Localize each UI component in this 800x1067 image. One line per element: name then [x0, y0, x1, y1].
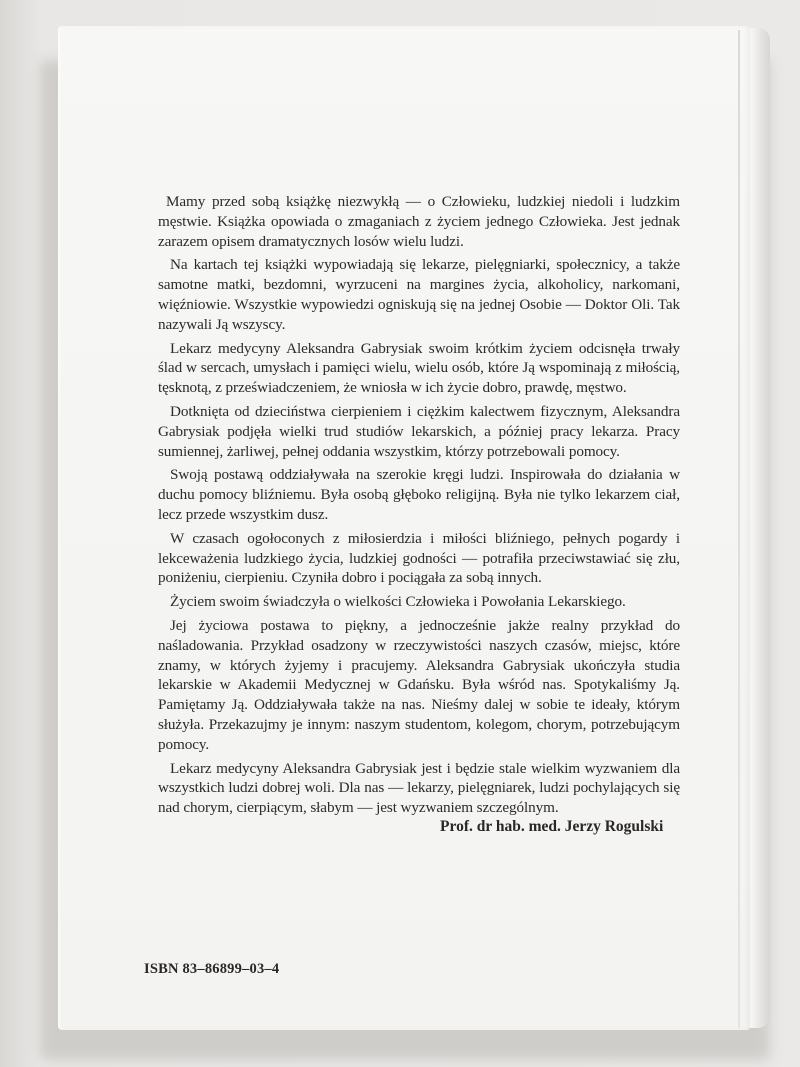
- blurb-text: [158, 192, 680, 822]
- isbn-number: ISBN 83–86899–03–4: [144, 961, 280, 977]
- blurb-paragraph: Życiem swoim świadczyła o wielkości Człowieka i Powołania Lekarskiego.: [170, 593, 626, 611]
- blurb-paragraph: Lekarz medycyny Aleksandra Gabrysiak jest i będzie stale wielkim wyzwaniem dla wszystkich ludzi dobrej woli. Dla nas — lekarzy, pielęgniarek, ludzi pochylających się nad chorym, cierpiącym, słabym — jest wyzwaniem szczególnym.: [158, 759, 680, 817]
- blurb-paragraph: Dotknięta od dzieciństwa cierpieniem i ciężkim kalectwem fizycznym, Aleksandra Gabrysiak podjęła wielki trud studiów lekarskich, a później pracy lekarza. Pracy sumiennej, żarliwej, pełnej oddania wszystkim, którzy potrzebowali pomocy.: [158, 402, 680, 460]
- blurb-paragraph: Jej życiowa postawa to piękny, a jednocześnie jakże realny przykład do naśladowania. Przykład osadzony w rzeczywistości naszych czasów, miejsc, które znamy, w których żyjemy i pracujemy. Aleksandra Gabrysiak ukończyła studia lekarskie w Akademii Medycznej w Gdańsku. Była wśród nas. Spotykaliśmy Ją. Pamiętamy Ją. Oddziaływała także na nas. Nieśmy dalej w sobie te ideały, którym służyła. Przekazujmy je innym: naszym studentom, kolegom, chorym, potrzebującym pomocy.: [158, 616, 680, 753]
- author-signature: Prof. dr hab. med. Jerzy Rogulski: [440, 818, 664, 835]
- blurb-paragraph: Na kartach tej książki wypowiadają się lekarze, pielęgniarki, społecznicy, a także samotne matki, bezdomni, wyrzuceni na margines życia, alkoholicy, narkomani, więźniowie. Wszystkie wypowiedzi ogniskują się na jednej Osobie — Doktor Oli. Tak nazywali Ją wszyscy.: [158, 256, 680, 333]
- blurb-paragraph: Mamy przed sobą książkę niezwykłą — o Człowieku, ludzkiej niedoli i ludzkim męstwie. Książka opowiada o zmaganiach z życiem jednego Człowieka. Jest jednak zarazem opisem dramatycznych losów wielu ludzi.: [158, 193, 680, 250]
- blurb-paragraph: W czasach ogołoconych z miłosierdzia i miłości bliźniego, pełnych pogardy i lekceważenia ludzkiego życia, ludzkiej godności — potrafiła przeciwstawiać się złu, poniżeniu, cierpieniu. Czyniła dobro i pociągała za sobą innych.: [158, 529, 680, 587]
- cover-hinge: [738, 30, 740, 1028]
- blurb-paragraph: Lekarz medycyny Aleksandra Gabrysiak swoim krótkim życiem odcisnęła trwały ślad w sercach, umysłach i pamięci wielu, wielu osób, które Ją wspominają z miłością, tęsknotą, z przeświadczeniem, że wniosła w ich życie dobro, prawdę, męstwo.: [158, 339, 680, 397]
- blurb-paragraph: Swoją postawą oddziaływała na szerokie kręgi ludzi. Inspirowała do działania w duchu pomocy bliźniemu. Była osobą głęboko religijną. Była nie tylko lekarzem ciał, lecz przede wszystkim dusz.: [158, 466, 680, 523]
